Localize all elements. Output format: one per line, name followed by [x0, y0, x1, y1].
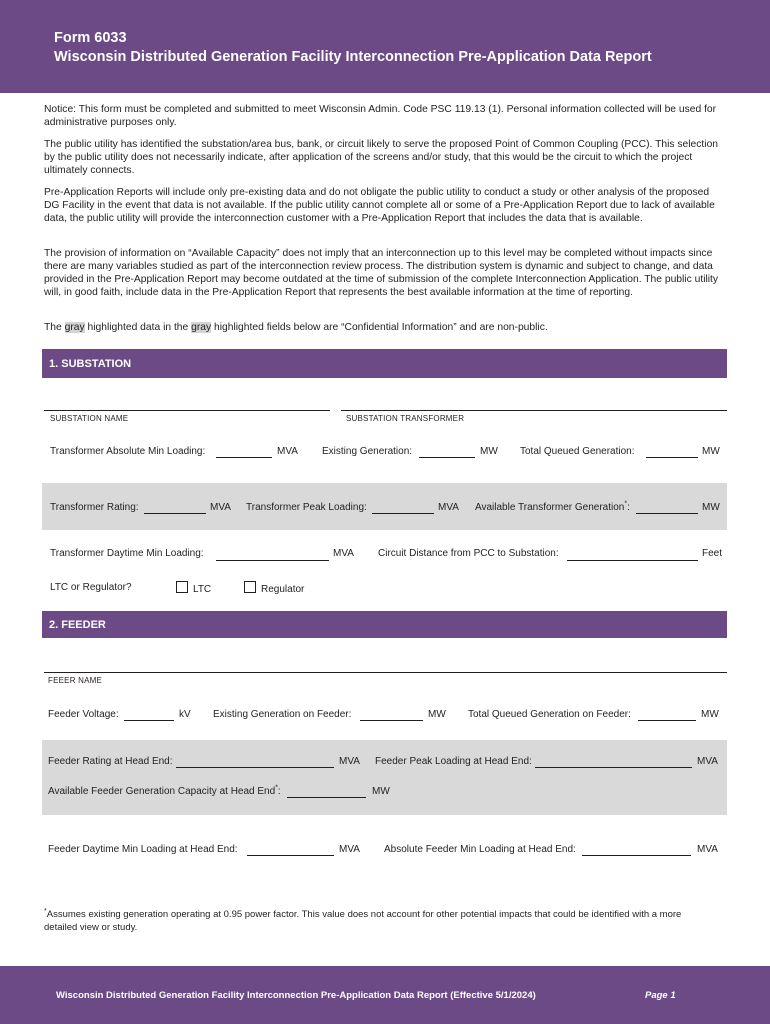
available-label-text: Available Feeder Generation Capacity at Head End [48, 786, 276, 797]
footnote-text: Assumes existing generation operating at 0.95 power factor. This value does not account for other potential impacts that could be identified with a more detailed view or study. [44, 909, 682, 933]
feeder-available-capacity-input[interactable] [287, 787, 366, 798]
feeder-existing-generation-unit: MW [428, 709, 446, 720]
circuit-distance-unit: Feet [702, 548, 723, 559]
feeder-total-queued-label: Total Queued Generation on Feeder: [468, 709, 631, 720]
transformer-rating-unit: MVA [210, 502, 231, 513]
feeder-daytime-min-input[interactable] [247, 845, 334, 856]
section-title: 2. FEEDER [49, 619, 106, 631]
circuit-distance-label: Circuit Distance from PCC to Substation: [378, 548, 559, 559]
transformer-peak-loading-input[interactable] [372, 503, 434, 514]
transformer-abs-min-unit: MVA [277, 446, 298, 457]
available-transformer-generation-unit: MW [702, 502, 720, 513]
feeder-rating-label: Feeder Rating at Head End: [48, 756, 173, 767]
feeder-daytime-min-unit: MVA [339, 844, 360, 855]
footnote-marker: * [275, 784, 278, 792]
feeder-peak-loading-input[interactable] [535, 757, 692, 768]
ltc-checkbox[interactable] [176, 581, 188, 593]
substation-name-field[interactable] [44, 410, 330, 411]
confidential-notice [44, 322, 720, 335]
total-queued-generation-label: Total Queued Generation: [520, 446, 635, 457]
feeder-absolute-min-unit: MVA [697, 844, 718, 855]
confidential-text: highlighted fields below are “Confidential Information” and are non-public. [211, 322, 548, 333]
feeder-existing-generation-label: Existing Generation on Feeder: [213, 709, 352, 720]
feeder-name-field[interactable] [44, 672, 727, 673]
pcc-paragraph: The public utility has identified the substation/area bus, bank, or circuit likely to serve the proposed Point of Common Coupling (PCC). This selection by the public utility does not necessarily indicate, after application of the screens and/or study, that this would be the circuit to which the project ultimately connects. [44, 139, 719, 176]
feeder-peak-loading-unit: MVA [697, 756, 718, 767]
feeder-absolute-min-label: Absolute Feeder Min Loading at Head End: [384, 844, 576, 855]
transformer-rating-label: Transformer Rating: [50, 502, 139, 513]
available-transformer-generation-label [475, 502, 630, 513]
transformer-peak-loading-label: Transformer Peak Loading: [246, 502, 367, 513]
ltc-regulator-question: LTC or Regulator? [50, 582, 132, 593]
existing-generation-unit: MW [480, 446, 498, 457]
pre-application-paragraph: Pre-Application Reports will include only pre-existing data and do not obligate the public utility to conduct a study or other analysis of the proposed DG Facility in the event that data is not available. If the public utility cannot complete all or some of a Pre-Application Report due to lack of available data, the public utility will provide the interconnection customer with a Pre-Application Report that includes the data that is available. [44, 187, 715, 224]
footnote-marker: * [624, 500, 628, 508]
transformer-daytime-min-unit: MVA [333, 548, 354, 559]
transformer-peak-loading-unit: MVA [438, 502, 459, 513]
transformer-rating-input[interactable] [144, 503, 206, 514]
transformer-abs-min-input[interactable] [216, 447, 272, 458]
feeder-voltage-label: Feeder Voltage: [48, 709, 119, 720]
feeder-voltage-unit: kV [179, 709, 191, 720]
total-queued-generation-unit: MW [702, 446, 720, 457]
form-title: Wisconsin Distributed Generation Facility Interconnection Pre-Application Data Report [54, 49, 652, 65]
feeder-daytime-min-label: Feeder Daytime Min Loading at Head End: [48, 844, 238, 855]
label-colon: : [627, 502, 630, 513]
feeder-total-queued-unit: MW [701, 709, 719, 720]
feeder-confidential-block [42, 740, 727, 815]
available-label-text: Available Transformer Generation [475, 502, 625, 513]
feeder-total-queued-input[interactable] [638, 710, 696, 721]
available-transformer-generation-input[interactable] [636, 503, 698, 514]
feeder-available-capacity-label [48, 786, 281, 797]
feeder-existing-generation-input[interactable] [360, 710, 423, 721]
footnote-marker: * [44, 907, 47, 915]
feeder-peak-loading-label: Feeder Peak Loading at Head End: [375, 756, 532, 767]
total-queued-generation-input[interactable] [646, 447, 698, 458]
feeder-section-header [42, 611, 727, 638]
feeder-available-capacity-unit: MW [372, 786, 390, 797]
feeder-rating-input[interactable] [176, 757, 334, 768]
section-title: 1. SUBSTATION [49, 358, 132, 370]
substation-transformer-caption: SUBSTATION TRANSFORMER [346, 414, 465, 423]
ltc-option-label: LTC [193, 584, 212, 595]
transformer-daytime-min-input[interactable] [216, 550, 329, 561]
gray-highlight: gray [64, 322, 85, 333]
regulator-checkbox[interactable] [244, 581, 256, 593]
page-footer [0, 966, 770, 1024]
confidential-text: highlighted data in the [84, 322, 192, 333]
existing-generation-input[interactable] [419, 447, 475, 458]
label-colon: : [277, 786, 281, 797]
form-number: Form 6033 [54, 30, 127, 46]
feeder-name-caption: FEEER NAME [48, 676, 103, 685]
transformer-daytime-min-label: Transformer Daytime Min Loading: [50, 548, 204, 559]
notice-paragraph: Notice: This form must be completed and submitted to meet Wisconsin Admin. Code PSC 119.13 (1). Personal information collected will be used for administrative purposes only. [44, 104, 717, 128]
substation-transformer-field[interactable] [341, 410, 727, 411]
substation-name-caption: SUBSTATION NAME [50, 414, 129, 423]
feeder-absolute-min-input[interactable] [582, 845, 691, 856]
circuit-distance-input[interactable] [567, 550, 698, 561]
existing-generation-label: Existing Generation: [322, 446, 413, 457]
footnote [44, 908, 714, 934]
gray-highlight: gray [191, 322, 212, 333]
substation-section-header [42, 349, 727, 378]
footer-title: Wisconsin Distributed Generation Facility Interconnection Pre-Application Data Report (Effective 5/1/2024) [56, 990, 536, 1001]
confidential-text: The [44, 322, 65, 333]
transformer-abs-min-label: Transformer Absolute Min Loading: [50, 446, 206, 457]
form-header [0, 0, 770, 93]
regulator-option-label: Regulator [261, 584, 305, 595]
available-capacity-paragraph: The provision of information on “Available Capacity” does not imply that an interconnection up to this level may be completed without impacts since there are many variables studied as part of the interconnection review process. The distribution system is dynamic and subject to change, and data provided in the Pre-Application Report may become outdated at the time of submission of the complete Interconnection Application. The public utility will, in good faith, include data in the Pre-Application Report that represents the best available information at the time of reporting. [44, 248, 719, 298]
feeder-voltage-input[interactable] [124, 710, 174, 721]
feeder-rating-unit: MVA [339, 756, 360, 767]
page-number: Page 1 [645, 990, 676, 1001]
